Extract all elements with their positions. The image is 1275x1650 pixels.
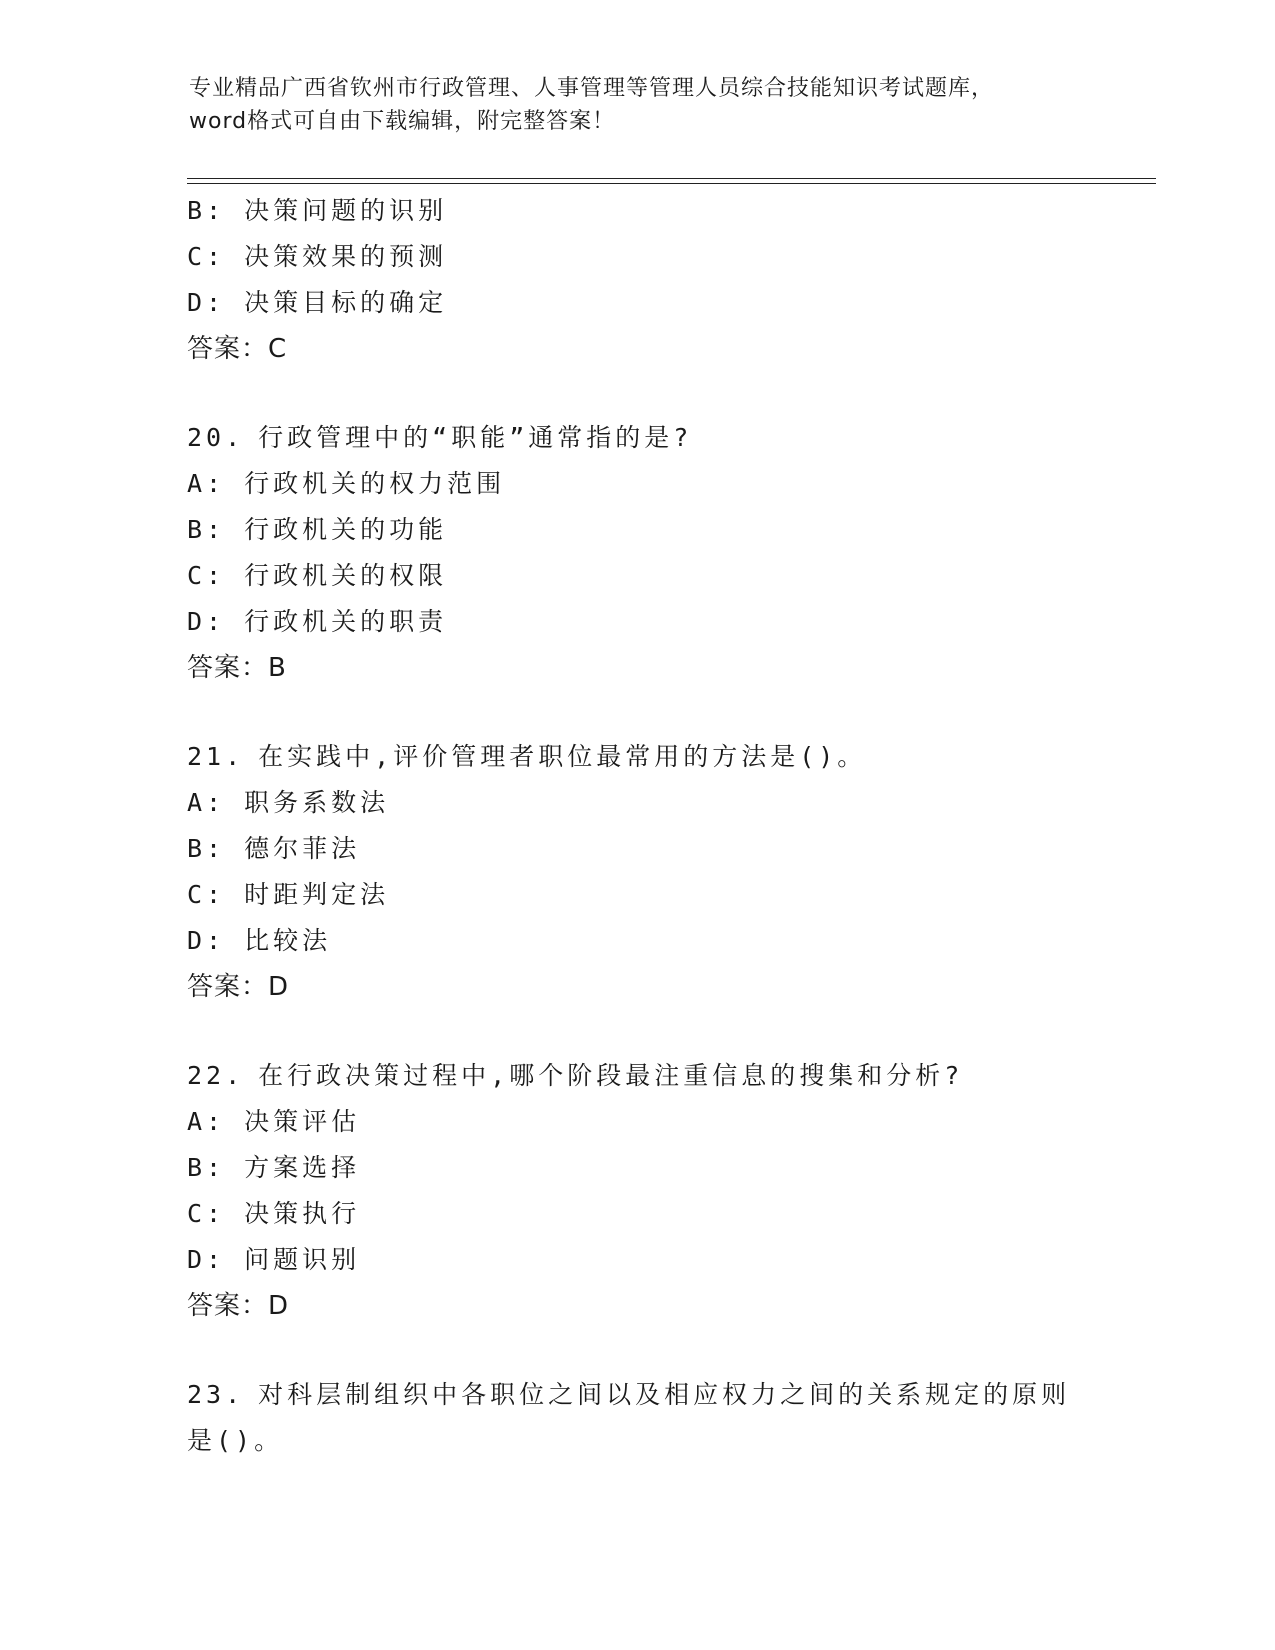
- option-b: B: 决策问题的识别: [187, 196, 448, 225]
- question-block-22: [187, 1053, 1147, 1329]
- option-a: A: 决策评估: [187, 1107, 361, 1136]
- question-number: 23.: [187, 1380, 245, 1409]
- answer-line: 答案：C: [187, 334, 288, 364]
- option-b: B: 方案选择: [187, 1153, 361, 1182]
- question-text: 在实践中,评价管理者职位最常用的方法是()。: [258, 742, 867, 771]
- question-stem: [187, 415, 1147, 461]
- question-text: 对科层制组织中各职位之间以及相应权力之间的关系规定的原则: [258, 1380, 1071, 1409]
- option-c: C: 时距判定法: [187, 880, 390, 909]
- document-header: [189, 72, 1089, 138]
- question-stem: [187, 1372, 1147, 1418]
- option-d: D: 决策目标的确定: [187, 288, 448, 317]
- question-stem: [187, 1053, 1147, 1099]
- header-line-1: 专业精品广西省钦州市行政管理、人事管理等管理人员综合技能知识考试题库，: [189, 76, 995, 101]
- option-d: D: 问题识别: [187, 1245, 361, 1274]
- question-number: 22.: [187, 1061, 245, 1090]
- option-d: D: 比较法: [187, 926, 332, 955]
- question-block-20: [187, 415, 1147, 691]
- question-text-continued: 是()。: [187, 1426, 284, 1455]
- spacer: [187, 1010, 1147, 1053]
- question-number: 20.: [187, 423, 245, 452]
- spacer: [187, 1329, 1147, 1372]
- question-content: [187, 188, 1147, 1464]
- answer-line: 答案：D: [187, 972, 290, 1002]
- question-block-23: [187, 1372, 1147, 1464]
- option-b: B: 行政机关的功能: [187, 515, 448, 544]
- question-number: 21.: [187, 742, 245, 771]
- option-a: A: 行政机关的权力范围: [187, 469, 506, 498]
- option-c: C: 决策执行: [187, 1199, 361, 1228]
- spacer: [187, 691, 1147, 734]
- answer-line: 答案：D: [187, 1291, 290, 1321]
- question-block-19: [187, 188, 1147, 372]
- header-double-rule: [187, 178, 1156, 184]
- question-stem: [187, 734, 1147, 780]
- spacer: [187, 372, 1147, 415]
- question-block-21: [187, 734, 1147, 1010]
- question-text: 行政管理中的“职能”通常指的是?: [258, 423, 693, 452]
- header-line-2: word格式可自由下载编辑，附完整答案！: [189, 109, 616, 134]
- answer-line: 答案：B: [187, 653, 287, 683]
- option-c: C: 决策效果的预测: [187, 242, 448, 271]
- option-d: D: 行政机关的职责: [187, 607, 448, 636]
- option-b: B: 德尔菲法: [187, 834, 361, 863]
- question-text: 在行政决策过程中,哪个阶段最注重信息的搜集和分析?: [258, 1061, 964, 1090]
- option-a: A: 职务系数法: [187, 788, 390, 817]
- option-c: C: 行政机关的权限: [187, 561, 448, 590]
